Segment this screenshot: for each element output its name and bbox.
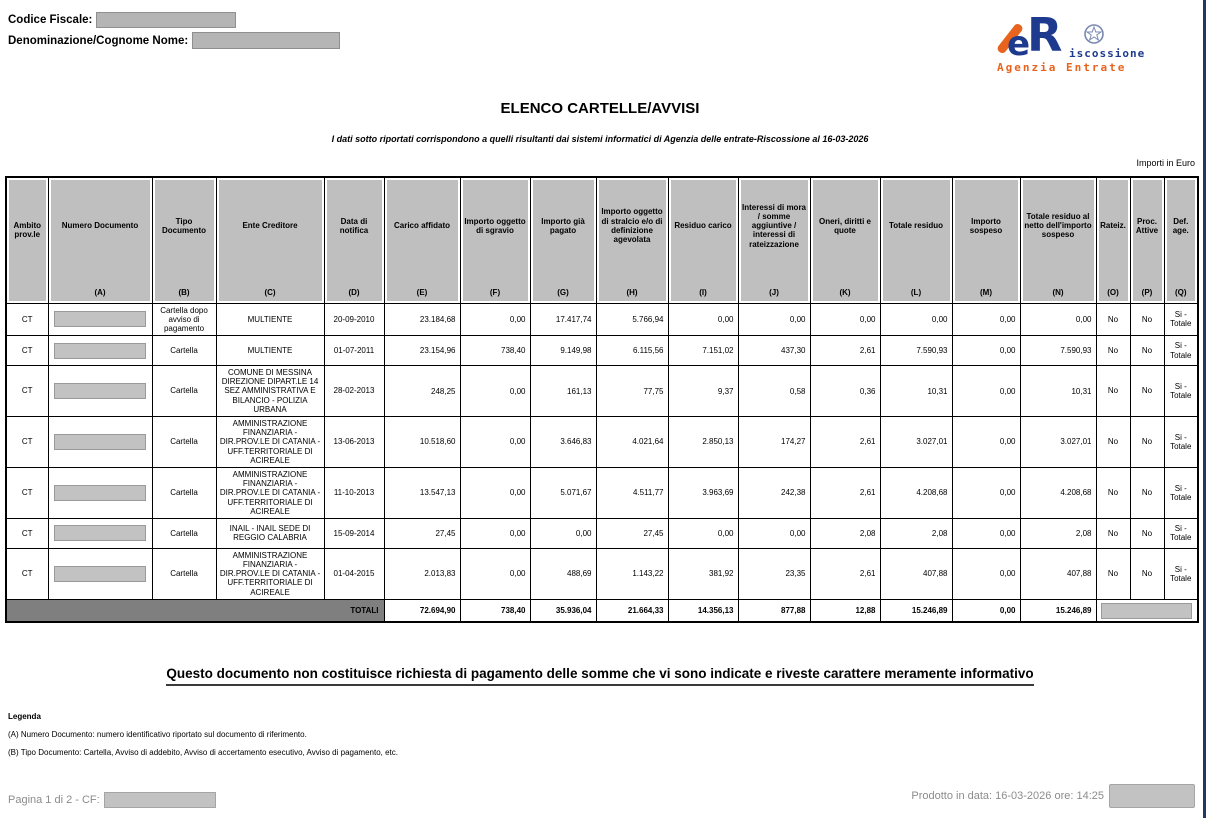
amount-cell-K: 2,08 [810,518,880,548]
ente-creditore-cell: INAIL - INAIL SEDE DI REGGIO CALABRIA [216,518,324,548]
rateiz-cell: No [1096,467,1130,518]
column-header-7 [530,177,596,303]
document-header [8,8,1151,74]
amount-cell-G: 17.417,74 [530,303,596,336]
amount-cell-J: 174,27 [738,417,810,468]
amount-cell-H: 1.143,22 [596,548,668,599]
amount-cell-F: 0,00 [460,467,530,518]
totals-row [6,599,1198,622]
page-title: ELENCO CARTELLE/AVVISI [500,100,700,117]
numero-documento-cell [48,303,152,336]
amount-cell-G: 161,13 [530,366,596,417]
def-age-cell: Si - Totale [1164,366,1198,417]
amount-cell-F: 0,00 [460,417,530,468]
codice-fiscale-label: Codice Fiscale: [8,14,93,26]
column-header-letter: (E) [416,287,428,297]
amount-cell-F: 0,00 [460,548,530,599]
amount-cell-I: 7.151,02 [668,336,738,366]
column-header-label: Importo sospeso [969,216,1003,235]
column-header-6 [460,177,530,303]
table-row [6,518,1198,548]
column-header-box [1133,180,1162,301]
tipo-documento-cell: Cartella [152,366,216,417]
column-header-letter: (Q) [1174,287,1187,297]
page-subtitle: I dati sotto riportati corrispondono a quelli risultanti dai sistemi informatici di Agenzia delle entrate-Riscossione al 16-03-2026 [331,134,869,144]
table-row [6,548,1198,599]
column-header-label: Numero Documento [61,221,139,231]
amount-cell-N: 10,31 [1020,366,1096,417]
column-header-box [741,180,808,301]
amount-cell-E: 13.547,13 [384,467,460,518]
proc-attive-cell: No [1130,467,1164,518]
legend-title: Legenda [8,712,41,721]
total-amount-cell-J: 877,88 [738,599,810,622]
amount-cell-E: 10.518,60 [384,417,460,468]
amount-cell-J: 0,00 [738,303,810,336]
ambito-cell: CT [6,518,48,548]
amount-cell-H: 6.115,56 [596,336,668,366]
ambito-cell: CT [6,417,48,468]
amount-cell-G: 5.071,67 [530,467,596,518]
amount-cell-K: 2,61 [810,467,880,518]
page-footer [8,784,1195,808]
amount-cell-L: 0,00 [880,303,952,336]
def-age-cell: Si - Totale [1164,336,1198,366]
table-header [6,177,1198,303]
column-header-letter: (G) [557,287,569,297]
amount-cell-J: 0,00 [738,518,810,548]
amount-cell-E: 23.154,96 [384,336,460,366]
logo-letter-e: e [1007,24,1031,64]
column-header-label: Ambito prov.le [13,221,42,240]
legend-item-a: (A) Numero Documento: numero identificativo riportato sul documento di riferimento. [8,730,307,739]
total-amount-cell-L: 15.246,89 [880,599,952,622]
logo-top [991,8,1151,64]
amount-cell-K: 0,36 [810,366,880,417]
ente-creditore-cell: AMMINISTRAZIONE FINANZIARIA - DIR.PROV.LE DI CATANIA - UFF.TERRITORIALE DI ACIREALE [216,467,324,518]
totals-label: TOTALI [6,599,384,622]
rateiz-cell: No [1096,336,1130,366]
column-header-box [9,180,46,301]
column-header-box [387,180,458,301]
column-header-2 [152,177,216,303]
column-header-letter: (M) [980,287,992,297]
column-header-box [813,180,878,301]
column-header-17 [1164,177,1198,303]
numero-redacted-box [54,434,145,450]
table-row [6,336,1198,366]
amount-cell-M: 0,00 [952,417,1020,468]
numero-redacted-box [54,311,145,327]
codice-fiscale-line [8,12,340,28]
notice-wrap [0,665,1200,686]
amount-cell-N: 407,88 [1020,548,1096,599]
amount-cell-H: 27,45 [596,518,668,548]
amount-cell-H: 5.766,94 [596,303,668,336]
ambito-cell: CT [6,366,48,417]
amount-cell-K: 2,61 [810,336,880,366]
page-right-border [1203,0,1206,818]
tipo-documento-cell: Cartella [152,548,216,599]
total-amount-cell-M: 0,00 [952,599,1020,622]
amount-cell-I: 381,92 [668,548,738,599]
amount-cell-M: 0,00 [952,366,1020,417]
numero-redacted-box [54,525,145,541]
amount-cell-L: 2,08 [880,518,952,548]
def-age-cell: Si - Totale [1164,467,1198,518]
numero-redacted-box [54,485,145,501]
column-header-0 [6,177,48,303]
column-header-box [51,180,150,301]
column-header-1 [48,177,152,303]
column-header-label: Rateiz. [1100,221,1126,231]
amount-cell-J: 0,58 [738,366,810,417]
footer-produced-label: Prodotto in data: 16-03-2026 ore: 14:25 [911,790,1104,802]
column-header-letter: (H) [626,287,638,297]
legend-item-b: (B) Tipo Documento: Cartella, Avviso di addebito, Avviso di accertamento esecutivo, Avviso di pagamento, etc. [8,748,398,757]
amount-cell-E: 27,45 [384,518,460,548]
amount-cell-N: 7.590,93 [1020,336,1096,366]
numero-documento-cell [48,467,152,518]
column-header-letter: (J) [769,287,779,297]
column-header-9 [668,177,738,303]
ente-creditore-cell: COMUNE DI MESSINA DIREZIONE DIPART.LE 14 SEZ AMMINISTRATIVA E BILANCIO - POLIZIA URBANA [216,366,324,417]
denominazione-label: Denominazione/Cognome Nome: [8,34,189,47]
column-header-box [327,180,382,301]
column-header-16 [1130,177,1164,303]
amount-cell-N: 3.027,01 [1020,417,1096,468]
amount-cell-I: 0,00 [668,303,738,336]
amount-cell-H: 77,75 [596,366,668,417]
amount-cell-F: 0,00 [460,366,530,417]
currency-note: Importi in Euro [1136,158,1195,168]
totals-tail-cell [1096,599,1198,622]
amount-cell-I: 9,37 [668,366,738,417]
amount-cell-H: 4.021,64 [596,417,668,468]
logo-right [1069,23,1145,60]
tipo-documento-cell: Cartella [152,336,216,366]
amount-cell-I: 2.850,13 [668,417,738,468]
column-header-10 [738,177,810,303]
data-notifica-cell: 20-09-2010 [324,303,384,336]
logo-agenzia-entrate-text: Agenzia Entrate [997,61,1127,74]
ente-creditore-cell: AMMINISTRAZIONE FINANZIARIA - DIR.PROV.LE DI CATANIA - UFF.TERRITORIALE DI ACIREALE [216,548,324,599]
proc-attive-cell: No [1130,303,1164,336]
amount-cell-L: 7.590,93 [880,336,952,366]
amount-cell-K: 2,61 [810,417,880,468]
ambito-cell: CT [6,467,48,518]
data-notifica-cell: 01-07-2011 [324,336,384,366]
amount-cell-F: 738,40 [460,336,530,366]
column-header-letter: (P) [1141,287,1153,297]
amount-cell-H: 4.511,77 [596,467,668,518]
ambito-cell: CT [6,548,48,599]
codice-fiscale-redacted-box [96,12,236,28]
amount-cell-I: 3.963,69 [668,467,738,518]
denominazione-line [8,32,340,49]
footer-produced-info [911,784,1195,808]
republic-emblem-icon [1083,23,1105,45]
column-header-letter: (N) [1052,287,1064,297]
column-header-box [883,180,950,301]
total-amount-cell-N: 15.246,89 [1020,599,1096,622]
footer-page-info [8,792,216,808]
amount-cell-K: 2,61 [810,548,880,599]
table-header-row [6,177,1198,303]
amount-cell-F: 0,00 [460,303,530,336]
agenzia-entrate-riscossione-logo [991,8,1151,74]
column-header-box [1099,180,1128,301]
column-header-label: Carico affidato [393,221,450,231]
numero-documento-cell [48,336,152,366]
column-header-box [671,180,736,301]
column-header-box [955,180,1018,301]
amount-cell-N: 4.208,68 [1020,467,1096,518]
rateiz-cell: No [1096,366,1130,417]
column-header-label: Importo oggetto di sgravio [464,216,526,235]
proc-attive-cell: No [1130,417,1164,468]
total-amount-cell-K: 12,88 [810,599,880,622]
amount-cell-G: 0,00 [530,518,596,548]
amount-cell-G: 3.646,83 [530,417,596,468]
column-header-letter: (O) [1107,287,1119,297]
ente-creditore-cell: MULTIENTE [216,303,324,336]
def-age-cell: Si - Totale [1164,417,1198,468]
column-header-letter: (B) [178,287,190,297]
data-notifica-cell: 11-10-2013 [324,467,384,518]
column-header-label: Tipo Documento [162,216,206,235]
column-header-13 [952,177,1020,303]
column-header-15 [1096,177,1130,303]
totals-redacted-box [1101,603,1192,619]
table-row [6,417,1198,468]
proc-attive-cell: No [1130,336,1164,366]
numero-redacted-box [54,383,145,399]
column-header-5 [384,177,460,303]
column-header-14 [1020,177,1096,303]
total-amount-cell-F: 738,40 [460,599,530,622]
rateiz-cell: No [1096,303,1130,336]
column-header-label: Importo già pagato [541,216,585,235]
column-header-label: Residuo carico [674,221,732,231]
column-header-label: Totale residuo al netto dell'importo sospeso [1024,211,1092,240]
amount-cell-M: 0,00 [952,336,1020,366]
proc-attive-cell: No [1130,366,1164,417]
column-header-label: Oneri, diritti e quote [818,216,871,235]
amount-cell-M: 0,00 [952,467,1020,518]
logo-letter-r: R [1027,8,1063,62]
data-notifica-cell: 15-09-2014 [324,518,384,548]
ente-creditore-cell: MULTIENTE [216,336,324,366]
amount-cell-G: 9.149,98 [530,336,596,366]
amount-cell-G: 488,69 [530,548,596,599]
column-header-box [533,180,594,301]
table-body [6,303,1198,622]
amount-cell-E: 248,25 [384,366,460,417]
amount-cell-M: 0,00 [952,518,1020,548]
ambito-cell: CT [6,303,48,336]
amount-cell-L: 4.208,68 [880,467,952,518]
column-header-3 [216,177,324,303]
rateiz-cell: No [1096,518,1130,548]
column-header-letter: (K) [839,287,851,297]
column-header-letter: (A) [94,287,106,297]
total-amount-cell-E: 72.694,90 [384,599,460,622]
taxpayer-identity-block [8,12,340,74]
column-header-letter [9,297,46,301]
rateiz-cell: No [1096,548,1130,599]
logo-monogram [991,8,1069,64]
legend [8,712,398,766]
tipo-documento-cell: Cartella [152,417,216,468]
amount-cell-L: 407,88 [880,548,952,599]
column-header-box [1023,180,1094,301]
column-header-letter: (F) [489,287,501,297]
proc-attive-cell: No [1130,518,1164,548]
column-header-letter: (C) [264,287,276,297]
column-header-label: Totale residuo [888,221,944,231]
amount-cell-E: 2.013,83 [384,548,460,599]
amount-cell-J: 23,35 [738,548,810,599]
column-header-11 [810,177,880,303]
amount-cell-M: 0,00 [952,303,1020,336]
column-header-label: Proc. Attive [1135,216,1159,235]
def-age-cell: Si - Totale [1164,518,1198,548]
total-amount-cell-I: 14.356,13 [668,599,738,622]
numero-documento-cell [48,548,152,599]
table-row [6,467,1198,518]
cartelle-avvisi-table [5,176,1199,623]
column-header-box [599,180,666,301]
numero-redacted-box [54,343,145,359]
amount-cell-J: 242,38 [738,467,810,518]
amount-cell-F: 0,00 [460,518,530,548]
column-header-box [1167,180,1196,301]
amount-cell-E: 23.184,68 [384,303,460,336]
ambito-cell: CT [6,336,48,366]
table-row [6,303,1198,336]
footer-page-label: Pagina 1 di 2 - CF: [8,794,100,806]
column-header-12 [880,177,952,303]
ente-creditore-cell: AMMINISTRAZIONE FINANZIARIA - DIR.PROV.LE DI CATANIA - UFF.TERRITORIALE DI ACIREALE [216,417,324,468]
amount-cell-K: 0,00 [810,303,880,336]
footer-cf-redacted-box [104,792,216,808]
amount-cell-M: 0,00 [952,548,1020,599]
data-notifica-cell: 13-06-2013 [324,417,384,468]
amount-cell-N: 2,08 [1020,518,1096,548]
tipo-documento-cell: Cartella dopo avviso di pagamento [152,303,216,336]
amount-cell-N: 0,00 [1020,303,1096,336]
denominazione-redacted-box [192,32,340,49]
total-amount-cell-G: 35.936,04 [530,599,596,622]
column-header-box [155,180,214,301]
amount-cell-I: 0,00 [668,518,738,548]
logo-riscossione-text: iscossione [1069,47,1146,60]
numero-documento-cell [48,366,152,417]
numero-redacted-box [54,566,145,582]
total-amount-cell-H: 21.664,33 [596,599,668,622]
amount-cell-J: 437,30 [738,336,810,366]
column-header-letter: (I) [699,287,707,297]
column-header-letter: (D) [348,287,360,297]
amount-cell-L: 3.027,01 [880,417,952,468]
column-header-8 [596,177,668,303]
def-age-cell: Si - Totale [1164,548,1198,599]
column-header-label: Ente Creditore [242,221,298,231]
column-header-box [463,180,528,301]
tipo-documento-cell: Cartella [152,518,216,548]
numero-documento-cell [48,518,152,548]
column-header-label: Importo oggetto di stralcio e/o di definizione agevolata [601,207,663,244]
numero-documento-cell [48,417,152,468]
data-notifica-cell: 28-02-2013 [324,366,384,417]
tipo-documento-cell: Cartella [152,467,216,518]
table-row [6,366,1198,417]
data-notifica-cell: 01-04-2015 [324,548,384,599]
column-header-4 [324,177,384,303]
rateiz-cell: No [1096,417,1130,468]
footer-signature-redacted-box [1109,784,1195,808]
column-header-label: Def. age. [1172,216,1189,235]
column-header-label: Interessi di mora / somme aggiuntive / interessi di rateizzazione [741,202,807,249]
column-header-box [219,180,322,301]
informational-notice: Questo documento non costituisce richiesta di pagamento delle somme che vi sono indicate e riveste carattere meramente informativo [166,666,1033,686]
amount-cell-L: 10,31 [880,366,952,417]
def-age-cell: Si - Totale [1164,303,1198,336]
column-header-letter: (L) [910,287,922,297]
column-header-label: Data di notifica [339,216,369,235]
proc-attive-cell: No [1130,548,1164,599]
